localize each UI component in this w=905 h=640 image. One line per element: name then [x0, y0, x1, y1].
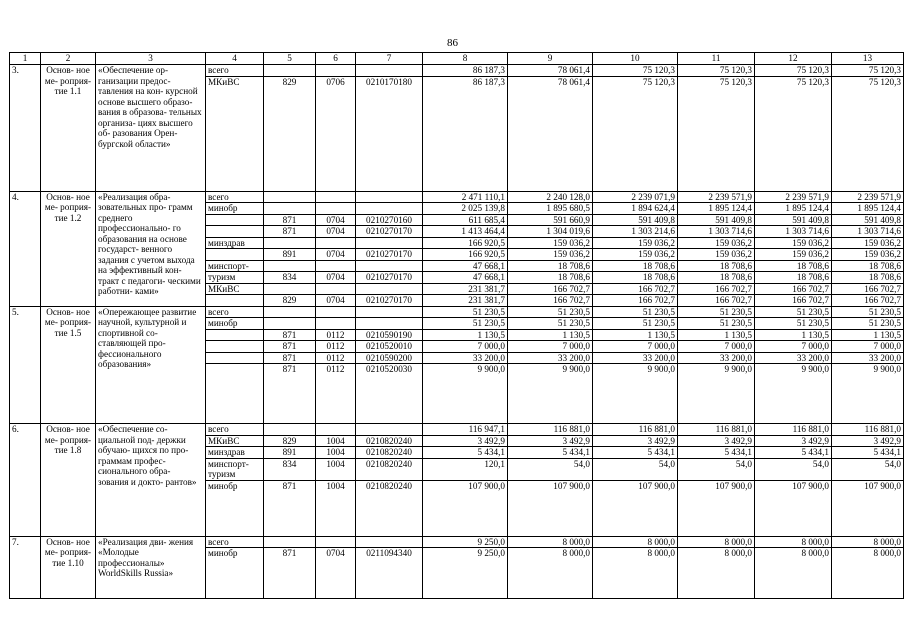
grbs-code-cell [264, 237, 316, 249]
amount-cell: 591 409,8 [593, 214, 678, 226]
amount-cell: 1 895 124,4 [678, 203, 755, 215]
target-code-cell [356, 536, 423, 548]
amount-cell: 9 900,0 [508, 364, 593, 424]
amount-cell: 5 434,1 [508, 447, 593, 459]
amount-cell: 33 200,0 [678, 352, 755, 364]
amount-cell: 5 434,1 [423, 447, 508, 459]
section-code-cell: 0704 [316, 548, 356, 599]
amount-cell: 5 434,1 [832, 447, 904, 459]
table-row [10, 306, 904, 318]
amount-cell: 2 239 571,9 [832, 191, 904, 203]
grbs-code-cell: 829 [264, 295, 316, 307]
amount-cell: 51 230,5 [593, 318, 678, 330]
amount-cell: 2 239 571,9 [678, 191, 755, 203]
executor-cell [206, 226, 264, 238]
amount-cell: 51 230,5 [755, 306, 832, 318]
executor-cell [206, 341, 264, 353]
amount-cell: 1 303 714,6 [755, 226, 832, 238]
amount-cell: 159 036,2 [678, 249, 755, 261]
executor-cell: минобр [206, 203, 264, 215]
amount-cell: 7 000,0 [423, 341, 508, 353]
grbs-code-cell [264, 191, 316, 203]
event-description: «Реализация обра- зовательных про- грамм среднего профессионально- го образования на основе государст- венного задания с учетом выхода на эффективный кон- тракт с педагоги- ческими работни- ками» [96, 191, 206, 306]
amount-cell: 159 036,2 [593, 249, 678, 261]
target-code-cell: 0210820240 [356, 435, 423, 447]
grbs-code-cell: 871 [264, 480, 316, 536]
target-code-cell [356, 203, 423, 215]
amount-cell: 75 120,3 [678, 65, 755, 77]
amount-cell: 1 130,5 [678, 329, 755, 341]
amount-cell: 159 036,2 [755, 237, 832, 249]
amount-cell: 75 120,3 [593, 76, 678, 191]
grbs-code-cell: 891 [264, 249, 316, 261]
amount-cell: 1 895 680,5 [508, 203, 593, 215]
amount-cell: 1 894 624,4 [593, 203, 678, 215]
amount-cell: 5 434,1 [593, 447, 678, 459]
amount-cell: 1 304 019,6 [508, 226, 593, 238]
amount-cell: 51 230,5 [832, 318, 904, 330]
amount-cell: 18 708,6 [755, 272, 832, 284]
grbs-code-cell [264, 65, 316, 77]
amount-cell: 591 409,8 [678, 214, 755, 226]
grbs-code-cell: 871 [264, 226, 316, 238]
amount-cell: 18 708,6 [593, 260, 678, 272]
executor-cell: туризм [206, 272, 264, 284]
section-code-cell [316, 191, 356, 203]
amount-cell: 159 036,2 [593, 237, 678, 249]
amount-cell: 8 000,0 [678, 536, 755, 548]
event-name: Основ- ное ме- роприя- тие 1.2 [41, 191, 96, 306]
amount-cell: 75 120,3 [755, 65, 832, 77]
col-header: 5 [264, 53, 316, 65]
grbs-code-cell [264, 283, 316, 295]
amount-cell: 591 409,8 [755, 214, 832, 226]
section-code-cell: 1004 [316, 447, 356, 459]
amount-cell: 159 036,2 [755, 249, 832, 261]
section-code-cell: 1004 [316, 480, 356, 536]
executor-cell: минобр [206, 548, 264, 599]
row-number: 3. [10, 65, 41, 192]
col-header: 12 [755, 53, 832, 65]
amount-cell: 78 061,4 [508, 76, 593, 191]
amount-cell: 1 303 714,6 [832, 226, 904, 238]
amount-cell: 166 702,7 [755, 283, 832, 295]
section-code-cell: 0704 [316, 272, 356, 284]
amount-cell: 116 947,1 [423, 424, 508, 436]
amount-cell: 107 900,0 [755, 480, 832, 536]
amount-cell: 2 471 110,1 [423, 191, 508, 203]
section-code-cell: 0112 [316, 364, 356, 424]
amount-cell: 1 303 714,6 [678, 226, 755, 238]
amount-cell: 86 187,3 [423, 65, 508, 77]
event-description: «Реализация дви- жения «Молодые профессионалы» WorldSkills Russia» [96, 536, 206, 599]
col-header: 1 [10, 53, 41, 65]
amount-cell: 5 434,1 [755, 447, 832, 459]
amount-cell: 591 409,8 [832, 214, 904, 226]
amount-cell: 51 230,5 [423, 318, 508, 330]
amount-cell: 107 900,0 [832, 480, 904, 536]
executor-cell [206, 249, 264, 261]
amount-cell: 7 000,0 [593, 341, 678, 353]
amount-cell: 9 900,0 [593, 364, 678, 424]
executor-cell: минобр [206, 318, 264, 330]
amount-cell: 7 000,0 [832, 341, 904, 353]
executor-cell: всего [206, 65, 264, 77]
amount-cell: 3 492,9 [508, 435, 593, 447]
col-header: 8 [423, 53, 508, 65]
amount-cell: 116 881,0 [832, 424, 904, 436]
amount-cell: 8 000,0 [678, 548, 755, 599]
grbs-code-cell: 829 [264, 76, 316, 191]
grbs-code-cell: 834 [264, 458, 316, 480]
executor-cell [206, 364, 264, 424]
target-code-cell: 0210590200 [356, 352, 423, 364]
amount-cell: 120,1 [423, 458, 508, 480]
executor-cell [206, 295, 264, 307]
table-row [10, 424, 904, 436]
amount-cell: 18 708,6 [755, 260, 832, 272]
amount-cell: 78 061,4 [508, 65, 593, 77]
section-code-cell [316, 318, 356, 330]
amount-cell: 18 708,6 [832, 272, 904, 284]
target-code-cell [356, 65, 423, 77]
amount-cell: 166 702,7 [593, 283, 678, 295]
amount-cell: 166 920,5 [423, 249, 508, 261]
executor-cell: МКиВС [206, 283, 264, 295]
event-description: «Обеспечение со- циальной под- держки обучаю- щихся по про- граммам профес- сионального обра- зования и докто- рантов» [96, 424, 206, 537]
col-header: 7 [356, 53, 423, 65]
target-code-cell [356, 283, 423, 295]
amount-cell: 166 702,7 [755, 295, 832, 307]
amount-cell: 159 036,2 [832, 249, 904, 261]
amount-cell: 3 492,9 [423, 435, 508, 447]
header-row [10, 53, 904, 65]
amount-cell: 18 708,6 [832, 260, 904, 272]
grbs-code-cell [264, 536, 316, 548]
target-code-cell: 0210270170 [356, 226, 423, 238]
amount-cell: 9 250,0 [423, 548, 508, 599]
table-row [10, 536, 904, 548]
amount-cell: 1 895 124,4 [755, 203, 832, 215]
section-code-cell: 0704 [316, 226, 356, 238]
section-code-cell [316, 203, 356, 215]
section-code-cell: 1004 [316, 458, 356, 480]
section-code-cell: 1004 [316, 435, 356, 447]
section-code-cell: 0704 [316, 295, 356, 307]
executor-cell: всего [206, 191, 264, 203]
amount-cell: 2 240 128,0 [508, 191, 593, 203]
amount-cell: 107 900,0 [508, 480, 593, 536]
target-code-cell: 0210820240 [356, 458, 423, 480]
amount-cell: 51 230,5 [755, 318, 832, 330]
amount-cell: 166 702,7 [593, 295, 678, 307]
row-number: 6. [10, 424, 41, 537]
target-code-cell: 0210270160 [356, 214, 423, 226]
amount-cell: 1 303 214,6 [593, 226, 678, 238]
target-code-cell: 0210520010 [356, 341, 423, 353]
target-code-cell [356, 424, 423, 436]
table-row [10, 191, 904, 203]
section-code-cell [316, 283, 356, 295]
amount-cell: 231 381,7 [423, 295, 508, 307]
target-code-cell: 0210170180 [356, 76, 423, 191]
amount-cell: 8 000,0 [832, 536, 904, 548]
amount-cell: 611 685,4 [423, 214, 508, 226]
amount-cell: 9 900,0 [423, 364, 508, 424]
amount-cell: 166 702,7 [832, 283, 904, 295]
row-number: 7. [10, 536, 41, 599]
amount-cell: 7 000,0 [755, 341, 832, 353]
amount-cell: 159 036,2 [832, 237, 904, 249]
row-number: 4. [10, 191, 41, 306]
amount-cell: 8 000,0 [593, 536, 678, 548]
grbs-code-cell: 834 [264, 272, 316, 284]
amount-cell: 116 881,0 [678, 424, 755, 436]
target-code-cell [356, 306, 423, 318]
amount-cell: 9 900,0 [678, 364, 755, 424]
section-code-cell [316, 424, 356, 436]
grbs-code-cell: 871 [264, 548, 316, 599]
amount-cell: 159 036,2 [678, 237, 755, 249]
amount-cell: 18 708,6 [678, 272, 755, 284]
grbs-code-cell [264, 306, 316, 318]
event-name: Основ- ное ме- роприя- тие 1.5 [41, 306, 96, 424]
table-row [10, 65, 904, 77]
amount-cell: 1 130,5 [832, 329, 904, 341]
section-code-cell: 0112 [316, 341, 356, 353]
amount-cell: 3 492,9 [678, 435, 755, 447]
table-body [10, 65, 904, 599]
amount-cell: 33 200,0 [755, 352, 832, 364]
amount-cell: 9 250,0 [423, 536, 508, 548]
amount-cell: 8 000,0 [755, 536, 832, 548]
target-code-cell: 0210820240 [356, 447, 423, 459]
amount-cell: 51 230,5 [508, 318, 593, 330]
amount-cell: 159 036,2 [508, 249, 593, 261]
col-header: 6 [316, 53, 356, 65]
executor-cell: минздрав [206, 237, 264, 249]
amount-cell: 18 708,6 [593, 272, 678, 284]
amount-cell: 166 702,7 [508, 295, 593, 307]
amount-cell: 2 025 139,8 [423, 203, 508, 215]
amount-cell: 75 120,3 [678, 76, 755, 191]
target-code-cell: 0211094340 [356, 548, 423, 599]
executor-cell [206, 329, 264, 341]
amount-cell: 8 000,0 [755, 548, 832, 599]
grbs-code-cell [264, 318, 316, 330]
target-code-cell [356, 318, 423, 330]
amount-cell: 166 702,7 [678, 283, 755, 295]
grbs-code-cell: 891 [264, 447, 316, 459]
amount-cell: 54,0 [832, 458, 904, 480]
amount-cell: 107 900,0 [678, 480, 755, 536]
col-header: 9 [508, 53, 593, 65]
amount-cell: 1 895 124,4 [832, 203, 904, 215]
amount-cell: 75 120,3 [755, 76, 832, 191]
amount-cell: 51 230,5 [678, 306, 755, 318]
amount-cell: 1 130,5 [755, 329, 832, 341]
grbs-code-cell [264, 424, 316, 436]
amount-cell: 9 900,0 [755, 364, 832, 424]
section-code-cell: 0706 [316, 76, 356, 191]
amount-cell: 7 000,0 [508, 341, 593, 353]
amount-cell: 116 881,0 [755, 424, 832, 436]
amount-cell: 51 230,5 [832, 306, 904, 318]
executor-cell: МКиВС [206, 76, 264, 191]
amount-cell: 75 120,3 [832, 65, 904, 77]
executor-cell: минобр [206, 480, 264, 536]
amount-cell: 2 239 071,9 [593, 191, 678, 203]
grbs-code-cell: 871 [264, 341, 316, 353]
amount-cell: 33 200,0 [423, 352, 508, 364]
event-description: «Обеспечение ор- ганизации предос- тавления на кон- курсной основе высшего образо- вания в образова- тельных организа- циях высшего об- разования Орен- бургской области» [96, 65, 206, 192]
col-header: 3 [96, 53, 206, 65]
section-code-cell [316, 536, 356, 548]
amount-cell: 18 708,6 [678, 260, 755, 272]
amount-cell: 3 492,9 [832, 435, 904, 447]
grbs-code-cell [264, 203, 316, 215]
grbs-code-cell: 871 [264, 352, 316, 364]
amount-cell: 166 920,5 [423, 237, 508, 249]
amount-cell: 5 434,1 [678, 447, 755, 459]
section-code-cell [316, 65, 356, 77]
amount-cell: 7 000,0 [678, 341, 755, 353]
col-header: 10 [593, 53, 678, 65]
amount-cell: 8 000,0 [508, 548, 593, 599]
amount-cell: 8 000,0 [832, 548, 904, 599]
amount-cell: 86 187,3 [423, 76, 508, 191]
amount-cell: 107 900,0 [593, 480, 678, 536]
amount-cell: 8 000,0 [593, 548, 678, 599]
executor-cell: МКиВС [206, 435, 264, 447]
amount-cell: 47 668,1 [423, 272, 508, 284]
event-description: «Опережающее развитие научной, культурной и спортивной со- ставляющей про- фессионального образования» [96, 306, 206, 424]
amount-cell: 166 702,7 [508, 283, 593, 295]
row-number: 5. [10, 306, 41, 424]
col-header: 13 [832, 53, 904, 65]
executor-cell: минспорт- [206, 260, 264, 272]
amount-cell: 33 200,0 [832, 352, 904, 364]
amount-cell: 3 492,9 [593, 435, 678, 447]
executor-cell: всего [206, 306, 264, 318]
budget-table [9, 52, 904, 599]
col-header: 2 [41, 53, 96, 65]
section-code-cell: 0112 [316, 329, 356, 341]
grbs-code-cell: 829 [264, 435, 316, 447]
col-header: 4 [206, 53, 264, 65]
target-code-cell [356, 260, 423, 272]
amount-cell: 116 881,0 [593, 424, 678, 436]
amount-cell: 166 702,7 [832, 295, 904, 307]
amount-cell: 75 120,3 [593, 65, 678, 77]
amount-cell: 1 130,5 [508, 329, 593, 341]
target-code-cell: 0210820240 [356, 480, 423, 536]
amount-cell: 166 702,7 [678, 295, 755, 307]
amount-cell: 51 230,5 [508, 306, 593, 318]
col-header: 11 [678, 53, 755, 65]
target-code-cell: 0210270170 [356, 295, 423, 307]
amount-cell: 116 881,0 [508, 424, 593, 436]
target-code-cell: 0210520030 [356, 364, 423, 424]
section-code-cell [316, 306, 356, 318]
amount-cell: 1 413 464,4 [423, 226, 508, 238]
amount-cell: 54,0 [755, 458, 832, 480]
amount-cell: 2 239 571,9 [755, 191, 832, 203]
amount-cell: 159 036,2 [508, 237, 593, 249]
event-name: Основ- ное ме- роприя- тие 1.8 [41, 424, 96, 537]
executor-cell: минспорт- туризм [206, 458, 264, 480]
target-code-cell: 0210270170 [356, 272, 423, 284]
section-code-cell [316, 237, 356, 249]
amount-cell: 1 130,5 [593, 329, 678, 341]
executor-cell [206, 352, 264, 364]
amount-cell: 18 708,6 [508, 272, 593, 284]
target-code-cell [356, 237, 423, 249]
amount-cell: 54,0 [678, 458, 755, 480]
grbs-code-cell: 871 [264, 214, 316, 226]
executor-cell [206, 214, 264, 226]
amount-cell: 3 492,9 [755, 435, 832, 447]
grbs-code-cell [264, 260, 316, 272]
amount-cell: 54,0 [508, 458, 593, 480]
target-code-cell [356, 191, 423, 203]
page-number: 86 [447, 37, 458, 49]
amount-cell: 591 660,9 [508, 214, 593, 226]
section-code-cell: 0704 [316, 214, 356, 226]
executor-cell: всего [206, 536, 264, 548]
amount-cell: 18 708,6 [508, 260, 593, 272]
amount-cell: 51 230,5 [423, 306, 508, 318]
amount-cell: 54,0 [593, 458, 678, 480]
amount-cell: 1 130,5 [423, 329, 508, 341]
target-code-cell: 0210270170 [356, 249, 423, 261]
amount-cell: 8 000,0 [508, 536, 593, 548]
amount-cell: 47 668,1 [423, 260, 508, 272]
executor-cell: всего [206, 424, 264, 436]
section-code-cell [316, 260, 356, 272]
amount-cell: 107 900,0 [423, 480, 508, 536]
amount-cell: 51 230,5 [678, 318, 755, 330]
section-code-cell: 0704 [316, 249, 356, 261]
grbs-code-cell: 871 [264, 364, 316, 424]
amount-cell: 75 120,3 [832, 76, 904, 191]
grbs-code-cell: 871 [264, 329, 316, 341]
section-code-cell: 0112 [316, 352, 356, 364]
event-name: Основ- ное ме- роприя- тие 1.10 [41, 536, 96, 599]
amount-cell: 9 900,0 [832, 364, 904, 424]
amount-cell: 33 200,0 [593, 352, 678, 364]
event-name: Основ- ное ме- роприя- тие 1.1 [41, 65, 96, 192]
target-code-cell: 0210590190 [356, 329, 423, 341]
amount-cell: 33 200,0 [508, 352, 593, 364]
amount-cell: 51 230,5 [593, 306, 678, 318]
amount-cell: 231 381,7 [423, 283, 508, 295]
executor-cell: минздрав [206, 447, 264, 459]
